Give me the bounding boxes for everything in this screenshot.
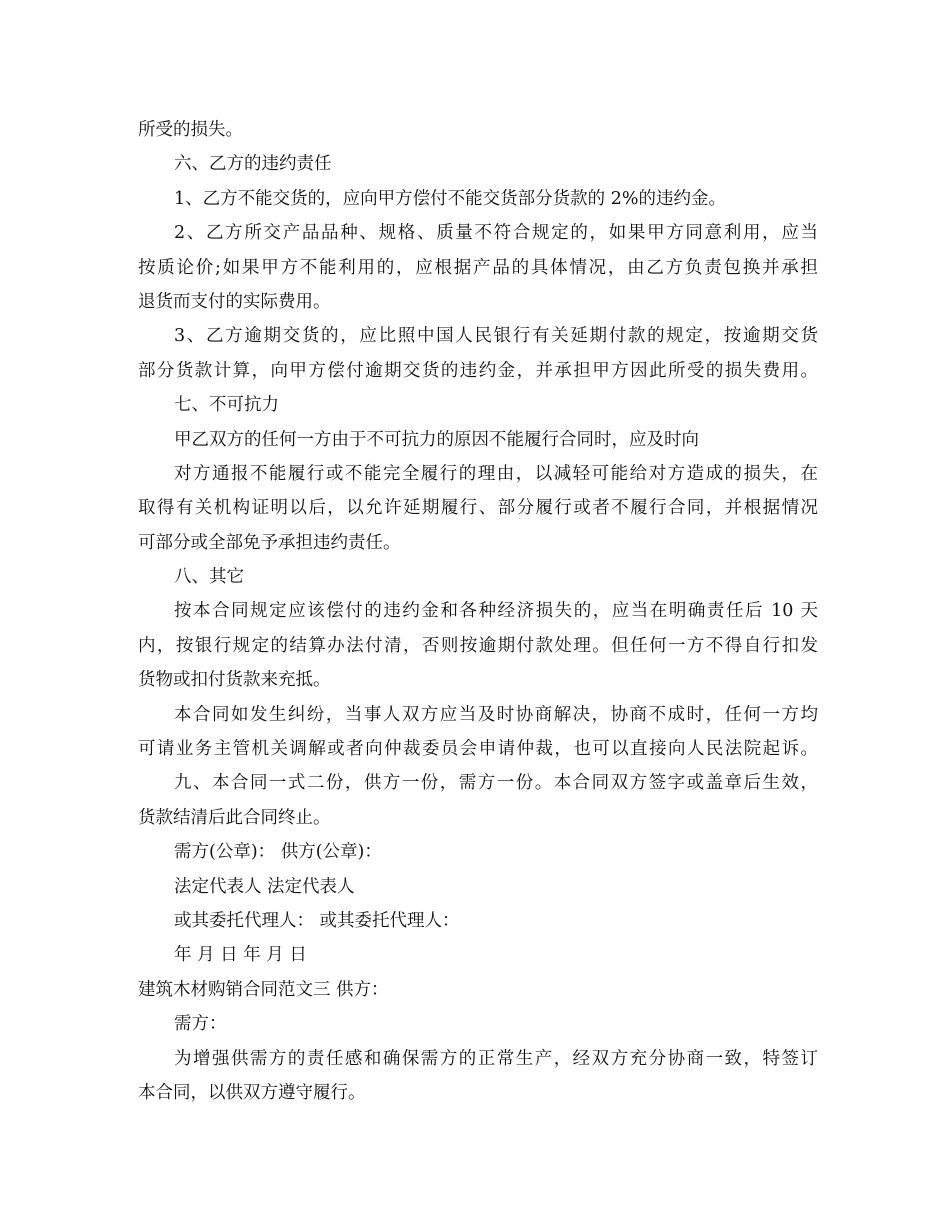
section-heading-six: 六、乙方的违约责任 bbox=[174, 154, 332, 175]
buyer-line: 需方： bbox=[174, 1014, 227, 1035]
text-line: 按质论价;如果甲方不能利用的，应根据产品的具体情况，由乙方负责包换并承担 bbox=[138, 257, 818, 278]
text-line: 部分货款计算，向甲方偿付逾期交货的违约金，并承担甲方因此所受的损失费用。 bbox=[138, 360, 818, 381]
text-line: 取得有关机构证明以后，以允许延期履行、部分履行或者不履行合同，并根据情况 bbox=[138, 498, 818, 519]
signature-agent-line: 或其委托代理人： 或其委托代理人： bbox=[174, 910, 460, 931]
text-line: 甲乙双方的任何一方由于不可抗力的原因不能履行合同时，应及时向 bbox=[174, 429, 699, 450]
text-line: 本合同，以供双方遵守履行。 bbox=[138, 1082, 366, 1103]
text-line: 退货而支付的实际费用。 bbox=[138, 291, 331, 312]
section-heading-nine: 九、本合同一式二份，供方一份，需方一份。本合同双方签字或盖章后生效， bbox=[174, 773, 818, 794]
text-line: 货物或扣付货款来充抵。 bbox=[138, 670, 331, 691]
signature-seal-line: 需方(公章)： 供方(公章)： bbox=[174, 842, 382, 863]
text-line: 所受的损失。 bbox=[138, 120, 243, 140]
text-line: 可部分或全部免予承担违约责任。 bbox=[138, 532, 401, 553]
text-line: 为增强供需方的责任感和确保需方的正常生产，经双方充分协商一致，特签订 bbox=[174, 1048, 818, 1069]
text-line: 内，按银行规定的结算办法付清，否则按逾期付款处理。但任何一方不得自行扣发 bbox=[138, 635, 818, 656]
text-line: 货款结清后此合同终止。 bbox=[138, 807, 331, 828]
text-line: 对方通报不能履行或不能完全履行的理由，以减轻可能给对方造成的损失，在 bbox=[174, 463, 818, 484]
document-body bbox=[138, 113, 818, 1110]
text-line: 3、乙方逾期交货的，应比照中国人民银行有关延期付款的规定，按逾期交货 bbox=[174, 326, 818, 347]
signature-date-line: 年 月 日 年 月 日 bbox=[174, 945, 307, 966]
section-heading-eight: 八、其它 bbox=[174, 567, 244, 588]
text-line: 可请业务主管机关调解或者向仲裁委员会申请仲裁，也可以直接向人民法院起诉。 bbox=[138, 739, 818, 760]
signature-representative-line: 法定代表人 法定代表人 bbox=[174, 876, 355, 897]
text-line: 2、乙方所交产品品种、规格、质量不符合规定的，如果甲方同意利用，应当 bbox=[174, 223, 818, 244]
text-line: 本合同如发生纠纷，当事人双方应当及时协商解决，协商不成时，任何一方均 bbox=[174, 704, 818, 725]
section-heading-seven: 七、不可抗力 bbox=[174, 395, 279, 416]
contract-title-line: 建筑木材购销合同范文三 供方： bbox=[138, 979, 389, 1000]
text-line: 1、乙方不能交货的，应向甲方偿付不能交货部分货款的 2%的违约金。 bbox=[174, 188, 726, 209]
text-line: 按本合同规定应该偿付的违约金和各种经济损失的，应当在明确责任后 10 天 bbox=[174, 601, 818, 622]
